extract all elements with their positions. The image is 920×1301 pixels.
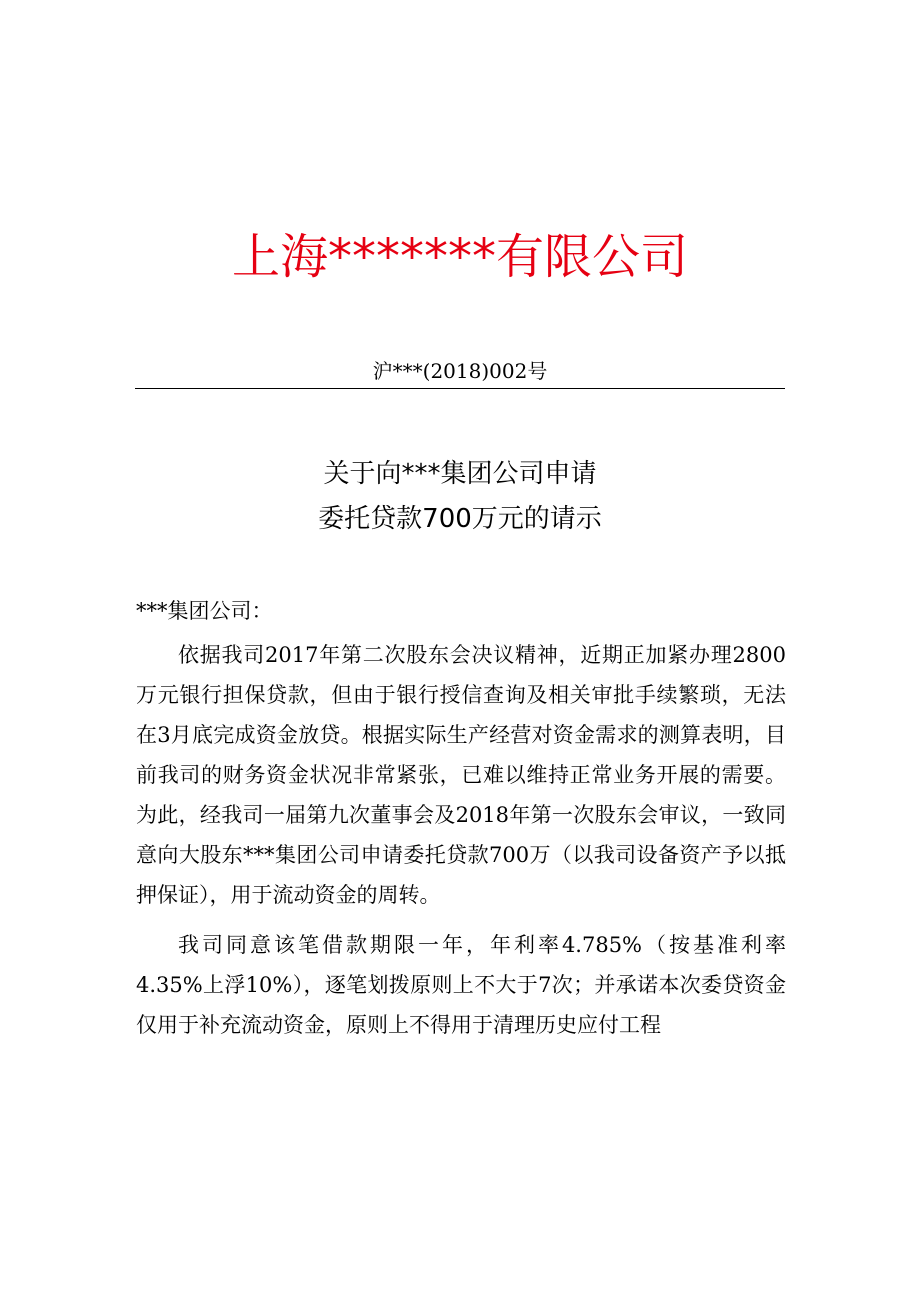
body-paragraph-1: 依据我司2017年第二次股东会决议精神，近期正加紧办理2800万元银行担保贷款，但由于银行授信查询及相关审批手续繁琐，无法在3月底完成资金放贷。根据实际生产经营对资金需求的测算表明，目前我司的财务资金状况非常紧张，已难以维持正常业务开展的需要。为此，经我司一届第九次董事会及2018年第一次股东会审议，一致同意向大股东***集团公司申请委托贷款700万（以我司设备资产予以抵押保证），用于流动资金的周转。	[136, 643, 786, 907]
subject-line-1: 关于向***集团公司申请	[323, 459, 597, 489]
document-body	[136, 591, 786, 1055]
salutation: ***集团公司：	[136, 599, 273, 623]
subject-line-2: 委托贷款700万元的请示	[318, 504, 602, 534]
document-number: 沪***(2018)002号	[372, 359, 548, 383]
body-paragraph-2: 我司同意该笔借款期限一年，年利率4.785%（按基准利率4.35%上浮10%），逐笔划拨原则上不大于7次；并承诺本次委贷资金仅用于补充流动资金，原则上不得用于清理历史应付工程	[136, 933, 786, 1037]
header-divider	[135, 388, 785, 389]
company-title: 上海*******有限公司	[231, 229, 688, 285]
document-subject	[0, 452, 920, 542]
